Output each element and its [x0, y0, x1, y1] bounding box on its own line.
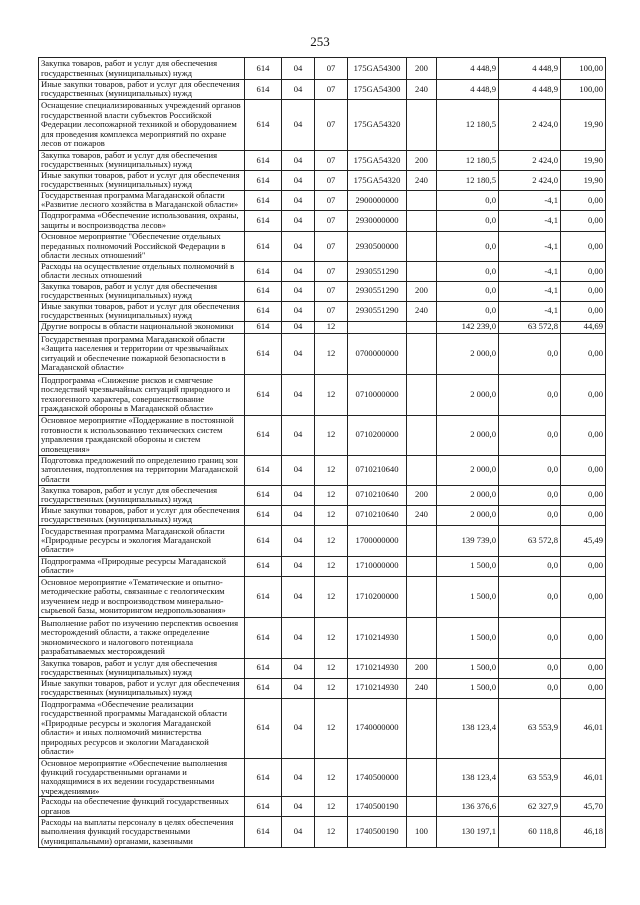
row-expense-type: 240	[407, 170, 437, 190]
row-subsection-code: 12	[315, 455, 348, 485]
row-target-article: 0700000000	[348, 333, 407, 374]
row-plan-amount: 0,0	[437, 261, 499, 281]
row-plan-amount: 1 500,0	[437, 617, 499, 658]
row-expense-type	[407, 231, 437, 261]
row-plan-amount: 2 000,0	[437, 505, 499, 525]
table-row	[39, 301, 606, 321]
row-plan-amount: 4 448,9	[437, 80, 499, 100]
row-plan-amount: 0,0	[437, 210, 499, 231]
row-subsection-code: 12	[315, 505, 348, 525]
row-plan-amount: 4 448,9	[437, 58, 499, 80]
row-subsection-code: 12	[315, 333, 348, 374]
row-target-article: 2930500000	[348, 231, 407, 261]
row-actual-amount: -4,1	[499, 261, 561, 281]
row-plan-amount: 12 180,5	[437, 99, 499, 150]
row-plan-amount: 1 500,0	[437, 678, 499, 698]
row-actual-amount: -4,1	[499, 281, 561, 301]
row-name: Расходы на выплаты персоналу в целях обеспечения выполнения функций государственными (муниципальными) органами, казенными	[39, 817, 245, 848]
row-plan-amount: 12 180,5	[437, 170, 499, 190]
row-target-article: 1740500000	[348, 758, 407, 797]
row-section-code: 04	[282, 231, 315, 261]
row-percent: 0,00	[561, 505, 606, 525]
row-expense-type	[407, 797, 437, 817]
row-section-code: 04	[282, 617, 315, 658]
row-plan-amount: 138 123,4	[437, 698, 499, 758]
row-plan-amount: 142 239,0	[437, 321, 499, 333]
row-percent: 100,00	[561, 80, 606, 100]
row-name: Основное мероприятие "Обеспечение отдельных переданных полномочий Российской Федерации в области лесных отношений"	[39, 231, 245, 261]
row-actual-amount: 2 424,0	[499, 99, 561, 150]
row-section-code: 04	[282, 658, 315, 678]
row-name: Иные закупки товаров, работ и услуг для обеспечения государственных (муниципальных) нужд	[39, 80, 245, 100]
row-vedom-code: 614	[245, 374, 282, 415]
row-subsection-code: 12	[315, 321, 348, 333]
row-subsection-code: 07	[315, 190, 348, 210]
row-actual-amount: -4,1	[499, 210, 561, 231]
row-percent: 19,90	[561, 150, 606, 170]
table-row	[39, 190, 606, 210]
table-row	[39, 321, 606, 333]
row-vedom-code: 614	[245, 99, 282, 150]
row-name: Государственная программа Магаданской области «Природные ресурсы и экология Магаданской области»	[39, 525, 245, 556]
table-row	[39, 231, 606, 261]
row-subsection-code: 07	[315, 80, 348, 100]
row-target-article: 0710210640	[348, 455, 407, 485]
row-actual-amount: 0,0	[499, 658, 561, 678]
row-target-article: 1710200000	[348, 576, 407, 617]
row-actual-amount: -4,1	[499, 301, 561, 321]
row-section-code: 04	[282, 485, 315, 505]
row-vedom-code: 614	[245, 150, 282, 170]
row-expense-type	[407, 556, 437, 576]
row-expense-type: 200	[407, 281, 437, 301]
row-subsection-code: 12	[315, 797, 348, 817]
row-name: Оснащение специализированных учреждений органов государственной власти субъектов Российской Федерации лесопожарной техникой и оборудованием для проведения комплекса мероприятий по охране лесов от пожаров	[39, 99, 245, 150]
row-percent: 46,18	[561, 817, 606, 848]
row-percent: 0,00	[561, 261, 606, 281]
row-actual-amount: 2 424,0	[499, 150, 561, 170]
table-row	[39, 150, 606, 170]
table-row	[39, 210, 606, 231]
table-row	[39, 485, 606, 505]
row-expense-type	[407, 374, 437, 415]
row-plan-amount: 2 000,0	[437, 415, 499, 455]
row-subsection-code: 12	[315, 415, 348, 455]
row-actual-amount: 0,0	[499, 485, 561, 505]
row-name: Закупка товаров, работ и услуг для обеспечения государственных (муниципальных) нужд	[39, 150, 245, 170]
row-section-code: 04	[282, 321, 315, 333]
row-name: Государственная программа Магаданской области «Развитие лесного хозяйства в Магаданской области»	[39, 190, 245, 210]
row-actual-amount: 63 553,9	[499, 698, 561, 758]
row-vedom-code: 614	[245, 210, 282, 231]
row-target-article: 2930551290	[348, 301, 407, 321]
row-target-article: 0710210640	[348, 485, 407, 505]
row-percent: 0,00	[561, 678, 606, 698]
table-row	[39, 556, 606, 576]
row-plan-amount: 0,0	[437, 231, 499, 261]
table-row	[39, 758, 606, 797]
row-section-code: 04	[282, 797, 315, 817]
row-plan-amount: 139 739,0	[437, 525, 499, 556]
row-name: Основное мероприятие «Обеспечение выполнения функций государственными органами и находящимися в их ведении государственными учреждениями»	[39, 758, 245, 797]
row-plan-amount: 2 000,0	[437, 455, 499, 485]
row-subsection-code: 12	[315, 758, 348, 797]
row-vedom-code: 614	[245, 321, 282, 333]
row-vedom-code: 614	[245, 758, 282, 797]
row-percent: 0,00	[561, 415, 606, 455]
row-expense-type	[407, 321, 437, 333]
row-vedom-code: 614	[245, 455, 282, 485]
row-percent: 0,00	[561, 485, 606, 505]
row-plan-amount: 1 500,0	[437, 658, 499, 678]
row-actual-amount: 0,0	[499, 576, 561, 617]
row-section-code: 04	[282, 190, 315, 210]
row-subsection-code: 12	[315, 576, 348, 617]
row-section-code: 04	[282, 261, 315, 281]
row-actual-amount: 4 448,9	[499, 58, 561, 80]
table-row	[39, 505, 606, 525]
row-name: Государственная программа Магаданской области «Защита населения и территории от чрезвычайных ситуаций и обеспечение пожарной безопасности в Магаданской области»	[39, 333, 245, 374]
row-plan-amount: 0,0	[437, 301, 499, 321]
row-target-article: 0710200000	[348, 415, 407, 455]
row-expense-type	[407, 698, 437, 758]
row-percent: 0,00	[561, 374, 606, 415]
row-plan-amount: 2 000,0	[437, 333, 499, 374]
row-vedom-code: 614	[245, 576, 282, 617]
row-plan-amount: 0,0	[437, 281, 499, 301]
row-percent: 0,00	[561, 301, 606, 321]
table-row	[39, 797, 606, 817]
row-expense-type: 200	[407, 485, 437, 505]
row-vedom-code: 614	[245, 301, 282, 321]
row-vedom-code: 614	[245, 231, 282, 261]
row-vedom-code: 614	[245, 505, 282, 525]
table-row	[39, 658, 606, 678]
row-vedom-code: 614	[245, 190, 282, 210]
row-section-code: 04	[282, 455, 315, 485]
budget-table	[38, 57, 606, 848]
row-percent: 0,00	[561, 190, 606, 210]
row-target-article: 175GA54320	[348, 150, 407, 170]
row-subsection-code: 07	[315, 261, 348, 281]
row-name: Иные закупки товаров, работ и услуг для обеспечения государственных (муниципальных) нужд	[39, 678, 245, 698]
table-row	[39, 80, 606, 100]
row-target-article: 175GA54320	[348, 99, 407, 150]
table-row	[39, 333, 606, 374]
row-actual-amount: 0,0	[499, 556, 561, 576]
table-row	[39, 58, 606, 80]
row-expense-type	[407, 455, 437, 485]
row-plan-amount: 1 500,0	[437, 556, 499, 576]
row-section-code: 04	[282, 525, 315, 556]
row-expense-type: 240	[407, 301, 437, 321]
row-actual-amount: 0,0	[499, 505, 561, 525]
row-name: Другие вопросы в области национальной экономики	[39, 321, 245, 333]
row-subsection-code: 12	[315, 698, 348, 758]
row-expense-type	[407, 758, 437, 797]
row-plan-amount: 12 180,5	[437, 150, 499, 170]
row-target-article: 2900000000	[348, 190, 407, 210]
row-target-article: 1710214930	[348, 678, 407, 698]
row-actual-amount: 63 572,8	[499, 321, 561, 333]
row-percent: 0,00	[561, 210, 606, 231]
row-percent: 45,49	[561, 525, 606, 556]
row-percent: 0,00	[561, 333, 606, 374]
row-actual-amount: 0,0	[499, 374, 561, 415]
row-section-code: 04	[282, 301, 315, 321]
row-expense-type: 240	[407, 678, 437, 698]
row-target-article	[348, 321, 407, 333]
row-plan-amount: 2 000,0	[437, 485, 499, 505]
row-actual-amount: 63 572,8	[499, 525, 561, 556]
table-row	[39, 281, 606, 301]
table-body	[39, 58, 606, 848]
row-section-code: 04	[282, 758, 315, 797]
row-expense-type	[407, 210, 437, 231]
row-percent: 45,70	[561, 797, 606, 817]
row-subsection-code: 12	[315, 658, 348, 678]
row-target-article: 2930551290	[348, 281, 407, 301]
table-row	[39, 698, 606, 758]
row-percent: 0,00	[561, 658, 606, 678]
row-subsection-code: 12	[315, 374, 348, 415]
row-section-code: 04	[282, 80, 315, 100]
row-target-article: 1710214930	[348, 617, 407, 658]
page-number: 253	[310, 34, 330, 49]
row-vedom-code: 614	[245, 485, 282, 505]
row-vedom-code: 614	[245, 797, 282, 817]
row-expense-type: 100	[407, 817, 437, 848]
row-subsection-code: 07	[315, 58, 348, 80]
row-expense-type: 200	[407, 150, 437, 170]
row-name: Расходы на обеспечение функций государственных органов	[39, 797, 245, 817]
row-name: Закупка товаров, работ и услуг для обеспечения государственных (муниципальных) нужд	[39, 658, 245, 678]
row-actual-amount: 62 327,9	[499, 797, 561, 817]
row-section-code: 04	[282, 170, 315, 190]
row-plan-amount: 138 123,4	[437, 758, 499, 797]
row-percent: 44,69	[561, 321, 606, 333]
row-section-code: 04	[282, 415, 315, 455]
row-plan-amount: 130 197,1	[437, 817, 499, 848]
row-target-article: 0710000000	[348, 374, 407, 415]
row-target-article: 1740500190	[348, 817, 407, 848]
row-expense-type: 200	[407, 58, 437, 80]
row-section-code: 04	[282, 817, 315, 848]
row-target-article: 1740000000	[348, 698, 407, 758]
row-vedom-code: 614	[245, 261, 282, 281]
row-expense-type	[407, 415, 437, 455]
table-row	[39, 678, 606, 698]
row-name: Иные закупки товаров, работ и услуг для обеспечения государственных (муниципальных) нужд	[39, 170, 245, 190]
row-expense-type	[407, 261, 437, 281]
row-name: Подпрограмма «Обеспечение использования, охраны, защиты и воспроизводства лесов»	[39, 210, 245, 231]
row-vedom-code: 614	[245, 556, 282, 576]
row-name: Закупка товаров, работ и услуг для обеспечения государственных (муниципальных) нужд	[39, 485, 245, 505]
row-actual-amount: 0,0	[499, 415, 561, 455]
row-expense-type	[407, 333, 437, 374]
row-subsection-code: 12	[315, 817, 348, 848]
row-name: Подготовка предложений по определению границ зон затопления, подтопления на территории Магаданской области	[39, 455, 245, 485]
row-actual-amount: 2 424,0	[499, 170, 561, 190]
row-section-code: 04	[282, 556, 315, 576]
row-subsection-code: 07	[315, 170, 348, 190]
row-percent: 0,00	[561, 455, 606, 485]
row-target-article: 1700000000	[348, 525, 407, 556]
row-target-article: 2930551290	[348, 261, 407, 281]
table-row	[39, 374, 606, 415]
row-target-article: 0710210640	[348, 505, 407, 525]
row-subsection-code: 07	[315, 301, 348, 321]
table-row	[39, 170, 606, 190]
table-row	[39, 817, 606, 848]
row-section-code: 04	[282, 99, 315, 150]
row-section-code: 04	[282, 505, 315, 525]
row-expense-type	[407, 576, 437, 617]
row-target-article: 175GA54320	[348, 170, 407, 190]
row-percent: 19,90	[561, 99, 606, 150]
row-vedom-code: 614	[245, 658, 282, 678]
row-vedom-code: 614	[245, 525, 282, 556]
table-row	[39, 455, 606, 485]
row-actual-amount: 0,0	[499, 678, 561, 698]
row-percent: 0,00	[561, 231, 606, 261]
row-vedom-code: 614	[245, 58, 282, 80]
row-name: Основное мероприятие «Тематические и опытно-методические работы, связанные с геологическим изучением недр и воспроизводством минерально-сырьевой базы, мониторингом недропользования»	[39, 576, 245, 617]
row-percent: 46,01	[561, 758, 606, 797]
row-section-code: 04	[282, 150, 315, 170]
row-vedom-code: 614	[245, 698, 282, 758]
row-expense-type	[407, 99, 437, 150]
row-vedom-code: 614	[245, 80, 282, 100]
row-name: Подпрограмма «Снижение рисков и смягчение последствий чрезвычайных ситуаций природного и техногенного характера, совершенствование гражданской обороны в Магаданской области»	[39, 374, 245, 415]
row-section-code: 04	[282, 698, 315, 758]
row-actual-amount: -4,1	[499, 231, 561, 261]
table-row	[39, 525, 606, 556]
row-expense-type: 240	[407, 505, 437, 525]
row-plan-amount: 2 000,0	[437, 374, 499, 415]
row-subsection-code: 12	[315, 525, 348, 556]
row-actual-amount: 0,0	[499, 617, 561, 658]
row-subsection-code: 07	[315, 210, 348, 231]
row-percent: 0,00	[561, 617, 606, 658]
row-target-article: 1740500190	[348, 797, 407, 817]
table-row	[39, 576, 606, 617]
row-name: Подпрограмма «Обеспечение реализации государственной программы Магаданской области «Природные ресурсы и экология Магаданской области» и иных полномочий министерства природных ресурсов и экологии Магаданской области»	[39, 698, 245, 758]
row-subsection-code: 12	[315, 617, 348, 658]
row-actual-amount: 0,0	[499, 333, 561, 374]
row-section-code: 04	[282, 576, 315, 617]
row-expense-type	[407, 525, 437, 556]
row-target-article: 2930000000	[348, 210, 407, 231]
table-row	[39, 415, 606, 455]
row-subsection-code: 07	[315, 150, 348, 170]
row-name: Закупка товаров, работ и услуг для обеспечения государственных (муниципальных) нужд	[39, 58, 245, 80]
row-target-article: 1710000000	[348, 556, 407, 576]
table-row	[39, 617, 606, 658]
row-section-code: 04	[282, 58, 315, 80]
row-subsection-code: 12	[315, 556, 348, 576]
row-target-article: 175GA54300	[348, 80, 407, 100]
row-vedom-code: 614	[245, 333, 282, 374]
row-expense-type: 200	[407, 658, 437, 678]
row-section-code: 04	[282, 374, 315, 415]
row-target-article: 175GA54300	[348, 58, 407, 80]
row-name: Расходы на осуществление отдельных полномочий в области лесных отношений	[39, 261, 245, 281]
row-name: Иные закупки товаров, работ и услуг для обеспечения государственных (муниципальных) нужд	[39, 301, 245, 321]
row-plan-amount: 136 376,6	[437, 797, 499, 817]
row-actual-amount: 0,0	[499, 455, 561, 485]
row-plan-amount: 1 500,0	[437, 576, 499, 617]
row-actual-amount: 4 448,9	[499, 80, 561, 100]
row-name: Закупка товаров, работ и услуг для обеспечения государственных (муниципальных) нужд	[39, 281, 245, 301]
row-percent: 46,01	[561, 698, 606, 758]
row-vedom-code: 614	[245, 817, 282, 848]
row-section-code: 04	[282, 678, 315, 698]
row-subsection-code: 12	[315, 485, 348, 505]
row-vedom-code: 614	[245, 415, 282, 455]
row-subsection-code: 12	[315, 678, 348, 698]
row-name: Выполнение работ по изучению перспектив освоения месторождений области, а также определение экономического и налогового потенциала разрабатываемых месторождений	[39, 617, 245, 658]
table-row	[39, 99, 606, 150]
row-subsection-code: 07	[315, 231, 348, 261]
row-expense-type	[407, 617, 437, 658]
row-expense-type: 240	[407, 80, 437, 100]
row-vedom-code: 614	[245, 678, 282, 698]
row-expense-type	[407, 190, 437, 210]
row-plan-amount: 0,0	[437, 190, 499, 210]
row-actual-amount: 63 553,9	[499, 758, 561, 797]
row-percent: 19,90	[561, 170, 606, 190]
row-target-article: 1710214930	[348, 658, 407, 678]
row-name: Основное мероприятие «Поддержание в постоянной готовности к использованию технических систем управления гражданской обороны и систем оповещения»	[39, 415, 245, 455]
table-row	[39, 261, 606, 281]
row-section-code: 04	[282, 210, 315, 231]
row-actual-amount: 60 118,8	[499, 817, 561, 848]
row-percent: 0,00	[561, 556, 606, 576]
row-vedom-code: 614	[245, 617, 282, 658]
row-vedom-code: 614	[245, 170, 282, 190]
row-name: Подпрограмма «Природные ресурсы Магаданской области»	[39, 556, 245, 576]
row-actual-amount: -4,1	[499, 190, 561, 210]
row-percent: 0,00	[561, 576, 606, 617]
row-name: Иные закупки товаров, работ и услуг для обеспечения государственных (муниципальных) нужд	[39, 505, 245, 525]
row-section-code: 04	[282, 333, 315, 374]
row-subsection-code: 07	[315, 281, 348, 301]
row-subsection-code: 07	[315, 99, 348, 150]
row-percent: 100,00	[561, 58, 606, 80]
row-percent: 0,00	[561, 281, 606, 301]
row-section-code: 04	[282, 281, 315, 301]
row-vedom-code: 614	[245, 281, 282, 301]
